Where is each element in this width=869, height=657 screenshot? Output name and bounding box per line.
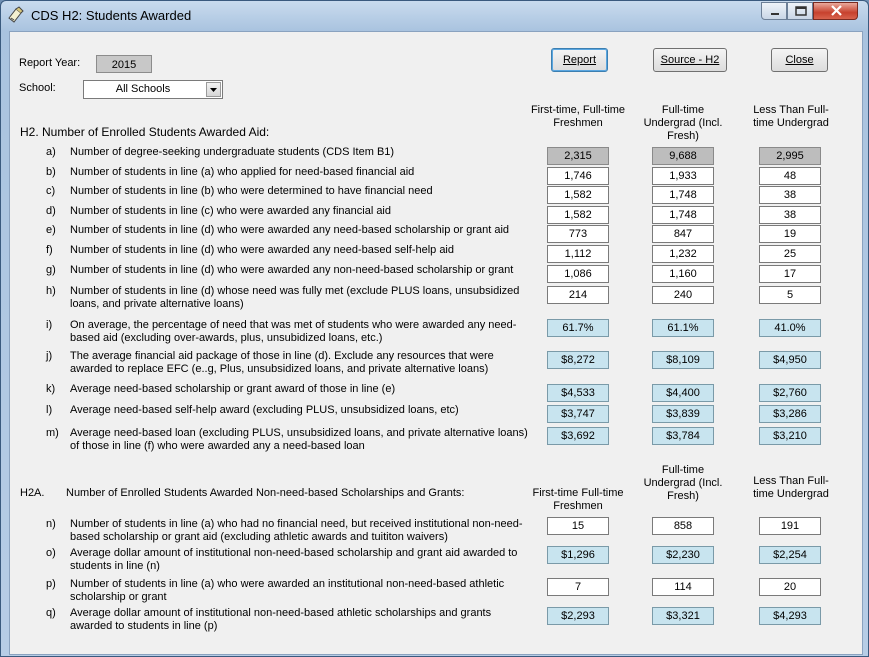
h2-value-cell[interactable]: 1,933 [652,167,714,185]
row-letter: o) [46,547,56,559]
h2-value-cell[interactable]: 773 [547,225,609,243]
h2a-value-cell: $2,254 [759,546,821,564]
h2-value-cell[interactable]: 1,748 [652,206,714,224]
close-icon [814,3,859,19]
h2a-value-cell[interactable]: 858 [652,517,714,535]
app-icon [7,6,25,24]
h2-value-cell: $3,784 [652,427,714,445]
h2-column-header: Full-time Undergrad (Incl. Fresh) [643,104,723,142]
h2-value-cell: $3,692 [547,427,609,445]
h2-column-header: Less Than Full-time Undergrad [753,104,829,129]
h2-value-cell: 41.0% [759,319,821,337]
row-description: Average need-based self-help award (excluding PLUS, unsubsidized loans, etc) [70,404,459,416]
title-bar[interactable] [1,1,868,31]
h2-value-cell[interactable]: 38 [759,186,821,204]
row-description: Average need-based scholarship or grant award of those in line (e) [70,383,396,395]
h2-value-cell[interactable]: 1,746 [547,167,609,185]
h2-title: H2. Number of Enrolled Students Awarded Aid: [20,125,270,139]
h2-value-cell[interactable]: 1,112 [547,245,609,263]
h2a-column-header: Less Than Full-time Undergrad [753,475,829,500]
school-select[interactable] [83,80,223,99]
h2a-title: Number of Enrolled Students Awarded Non-need-based Scholarships and Grants: [66,487,465,499]
h2-value-cell[interactable]: 1,160 [652,265,714,283]
h2-value-cell[interactable]: 1,232 [652,245,714,263]
row-letter: p) [46,578,56,590]
minimize-icon [762,3,788,19]
row-description: Number of students in line (a) who applied for need-based financial aid [70,166,415,178]
h2-value-cell[interactable]: 240 [652,286,714,304]
h2-value-cell[interactable]: 1,086 [547,265,609,283]
row-letter: k) [46,383,56,395]
h2-value-cell[interactable]: 17 [759,265,821,283]
h2-value-cell: 2,315 [547,147,609,165]
row-letter: a) [46,146,56,158]
row-letter: g) [46,264,56,276]
h2a-value-cell: $2,293 [547,607,609,625]
h2-value-cell: $4,950 [759,351,821,369]
row-letter: c) [46,185,56,197]
row-description: Number of students in line (d) whose need was fully met (exclude PLUS loans, unsubsidized loans, and private alternative loans) [70,285,520,310]
row-description: Number of students in line (d) who were awarded any need-based scholarship or grant aid [70,224,510,236]
row-description: Average need-based loan (excluding PLUS, unsubsidized loans, and private alternative loans) of those in line (f) who were awarded any a need-based loan [70,427,528,452]
h2a-value-cell[interactable]: 191 [759,517,821,535]
source-h2-button[interactable]: Source - H2 [653,48,727,72]
row-description: Number of students in line (b) who were determined to have financial need [70,185,433,197]
h2a-column-header: Full-time Undergrad (Incl. Fresh) [643,464,723,502]
h2-value-cell: 2,995 [759,147,821,165]
h2-value-cell: 61.7% [547,319,609,337]
close-window-button[interactable] [813,2,858,20]
school-label: School: [19,82,56,94]
restore-icon [788,3,814,19]
h2-value-cell: 9,688 [652,147,714,165]
h2-value-cell: $8,109 [652,351,714,369]
h2-value-cell: $3,747 [547,405,609,423]
chevron-down-icon[interactable] [206,82,221,97]
row-letter: i) [46,319,53,331]
h2-value-cell[interactable]: 5 [759,286,821,304]
h2-value-cell[interactable]: 1,748 [652,186,714,204]
row-letter: q) [46,607,56,619]
h2-column-header: First-time, Full-time Freshmen [530,104,626,129]
row-letter: b) [46,166,56,178]
h2-value-cell: 61.1% [652,319,714,337]
row-description: Number of students in line (a) who had no financial need, but received institutional non-need-based scholarship or grant aid (excluding athletic awards and tuititon waivers) [70,518,523,543]
h2-value-cell: $2,760 [759,384,821,402]
row-description: Number of students in line (c) who were awarded any financial aid [70,205,391,217]
row-letter: n) [46,518,56,530]
h2a-value-cell: $3,321 [652,607,714,625]
h2-value-cell[interactable]: 1,582 [547,206,609,224]
row-letter: m) [46,427,59,439]
h2-value-cell[interactable]: 847 [652,225,714,243]
h2-value-cell: $4,533 [547,384,609,402]
row-description: Number of students in line (a) who were awarded an institutional non-need-based athletic scholarship or grant [70,578,505,603]
h2a-value-cell: $2,230 [652,546,714,564]
h2a-value-cell[interactable]: 7 [547,578,609,596]
window-title: CDS H2: Students Awarded [31,8,192,23]
maximize-button[interactable] [787,2,813,20]
report-year-field: 2015 [96,55,152,73]
h2-value-cell[interactable]: 48 [759,167,821,185]
row-description: Average dollar amount of institutional non-need-based athletic scholarships and grants awarded to students in line (p) [70,607,492,632]
row-description: Number of students in line (d) who were awarded any need-based self-help aid [70,244,454,256]
h2-value-cell: $3,286 [759,405,821,423]
h2-value-cell[interactable]: 25 [759,245,821,263]
h2a-value-cell: $4,293 [759,607,821,625]
report-year-label: Report Year: [19,57,81,69]
h2-value-cell: $8,272 [547,351,609,369]
row-letter: e) [46,224,56,236]
row-letter: f) [46,244,53,256]
row-letter: d) [46,205,56,217]
h2-value-cell: $4,400 [652,384,714,402]
row-description: Number of degree-seeking undergraduate students (CDS Item B1) [70,146,395,158]
row-letter: j) [46,350,53,362]
row-description: On average, the percentage of need that was met of students who were awarded any need-based aid (excluding over-awards, plus, unsubidized loans, etc.) [70,319,517,344]
school-select-value: All Schools [115,83,171,95]
row-letter: h) [46,285,56,297]
h2a-value-cell[interactable]: 20 [759,578,821,596]
h2a-value-cell[interactable]: 15 [547,517,609,535]
h2-value-cell[interactable]: 214 [547,286,609,304]
h2a-column-header: First-time Full-time Freshmen [532,487,624,512]
form-area [9,31,863,655]
h2a-value-cell[interactable]: 114 [652,578,714,596]
row-letter: l) [46,404,53,416]
h2-value-cell: $3,210 [759,427,821,445]
h2-value-cell: $3,839 [652,405,714,423]
row-description: Number of students in line (d) who were awarded any non-need-based scholarship or grant [70,264,514,276]
report-button[interactable]: Report [551,48,608,72]
close-button[interactable]: Close [771,48,828,72]
row-description: The average financial aid package of those in line (d). Exclude any resources that were awarded to replace EFC (e..g, Plus, unsubsidized loans, and private alternative loans) [70,350,494,375]
h2a-code: H2A. [20,487,45,499]
h2-value-cell[interactable]: 38 [759,206,821,224]
row-description: Average dollar amount of institutional non-need-based scholarship and grant aid awarded to students in line (n) [70,547,518,572]
h2-value-cell[interactable]: 19 [759,225,821,243]
minimize-button[interactable] [761,2,787,20]
h2-value-cell[interactable]: 1,582 [547,186,609,204]
h2a-value-cell: $1,296 [547,546,609,564]
